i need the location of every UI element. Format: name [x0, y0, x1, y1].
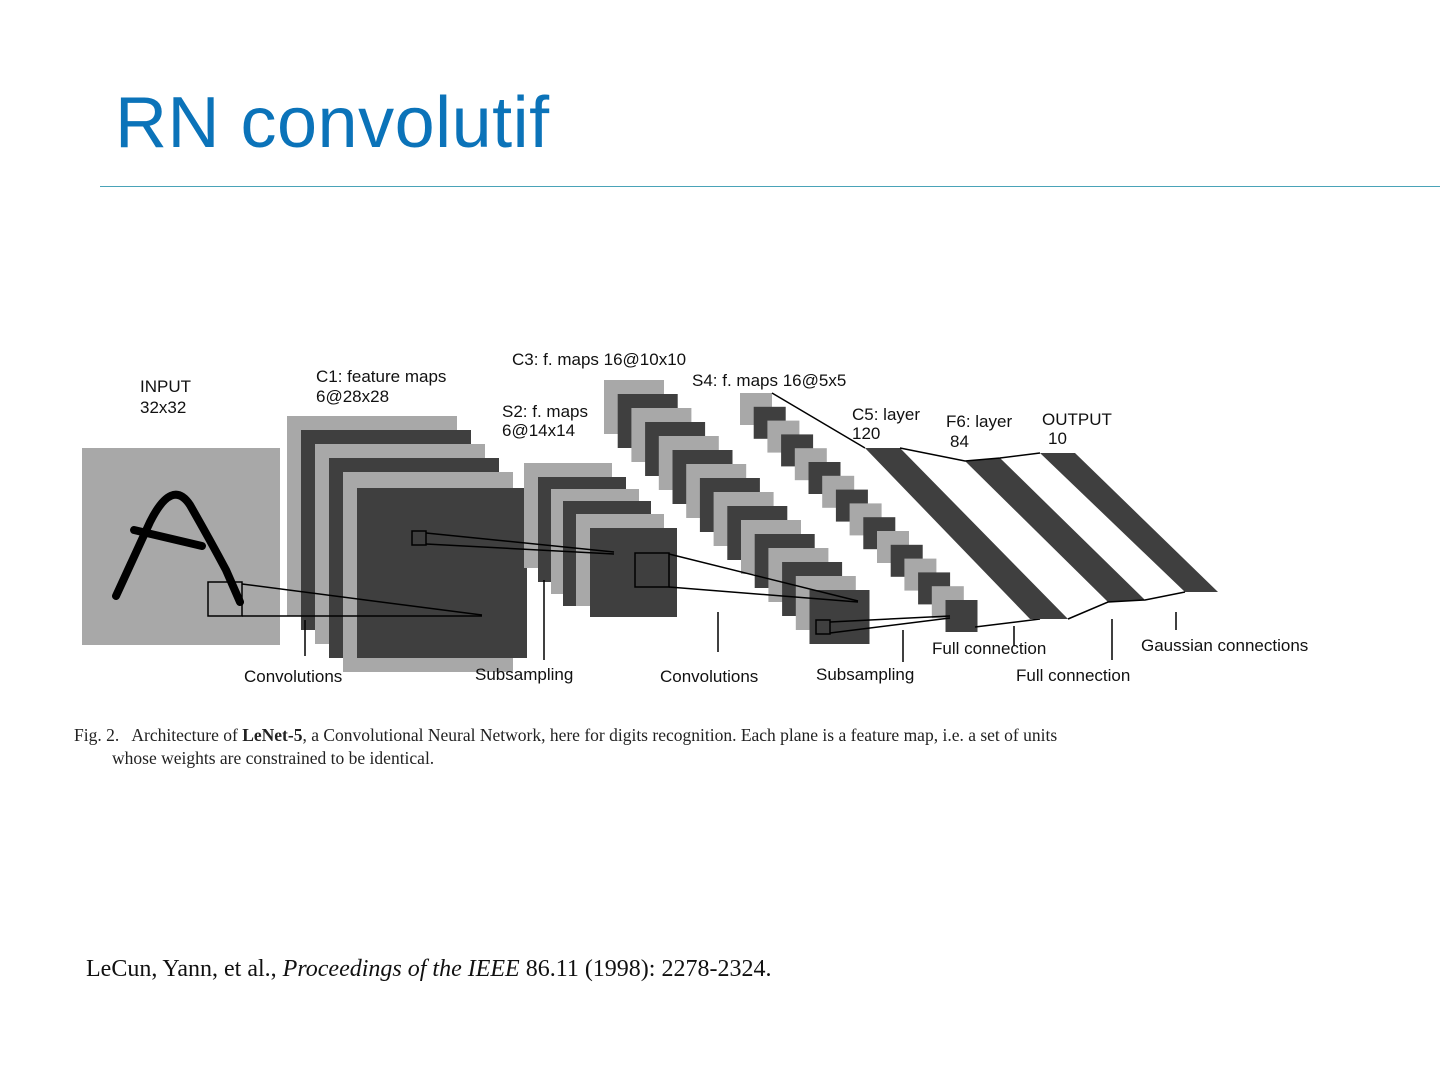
output-label: OUTPUT: [1042, 410, 1112, 429]
f6-layer-band: [965, 458, 1145, 602]
c3-plane: [810, 590, 870, 644]
c1-size-label: 6@28x28: [316, 387, 390, 406]
diagram-svg: [0, 330, 1440, 710]
gauss-label: Gaussian connections: [1141, 636, 1309, 655]
citation-authors: LeCun, Yann, et al.,: [86, 956, 283, 982]
figure-caption: [74, 724, 1374, 770]
s4-plane: [946, 600, 978, 632]
s2-feature-maps: [524, 463, 677, 617]
output-layer-band: [1040, 453, 1218, 592]
citation: [86, 956, 771, 983]
input-label: INPUT: [140, 377, 191, 396]
title-divider: [100, 186, 1440, 187]
f6-label: F6: layer: [946, 412, 1013, 431]
c3-label: C3: f. maps 16@10x10: [512, 350, 687, 369]
full1-label: Full connection: [932, 639, 1047, 658]
conv2-label: Convolutions: [660, 667, 759, 686]
c5-size-label: 120: [852, 424, 881, 443]
caption-text-b: , a Convolutional Neural Network, here for digits recognition. Each plane is a feature map, i.e. a set of units: [302, 725, 1058, 745]
f6-size-label: 84: [950, 432, 969, 451]
c1-feature-maps: [287, 416, 527, 672]
s2-label: S2: f. maps: [502, 402, 588, 421]
slide-title: RN convolutif: [115, 83, 550, 163]
citation-journal: Proceedings of the IEEE: [282, 956, 520, 982]
output-size-label: 10: [1048, 429, 1067, 448]
lenet5-architecture-diagram: [0, 330, 1440, 710]
c5-label: C5: layer: [852, 405, 921, 424]
full2-label: Full connection: [1016, 666, 1131, 685]
c1-label: C1: feature maps: [316, 367, 447, 386]
input-size-label: 32x32: [140, 398, 187, 417]
caption-model-name: LeNet-5: [242, 725, 303, 745]
caption-fig-label: Fig. 2.: [74, 725, 120, 745]
s2-size-label: 6@14x14: [502, 421, 576, 440]
conv1-label: Convolutions: [244, 667, 343, 686]
caption-text-a: Architecture of: [131, 725, 243, 745]
citation-details: 86.11 (1998): 2278-2324.: [519, 956, 772, 982]
s4-label: S4: f. maps 16@5x5: [692, 371, 847, 390]
caption-line2: whose weights are constrained to be identical.: [112, 748, 435, 768]
sub1-label: Subsampling: [475, 665, 574, 684]
sub2-label: Subsampling: [816, 665, 915, 684]
